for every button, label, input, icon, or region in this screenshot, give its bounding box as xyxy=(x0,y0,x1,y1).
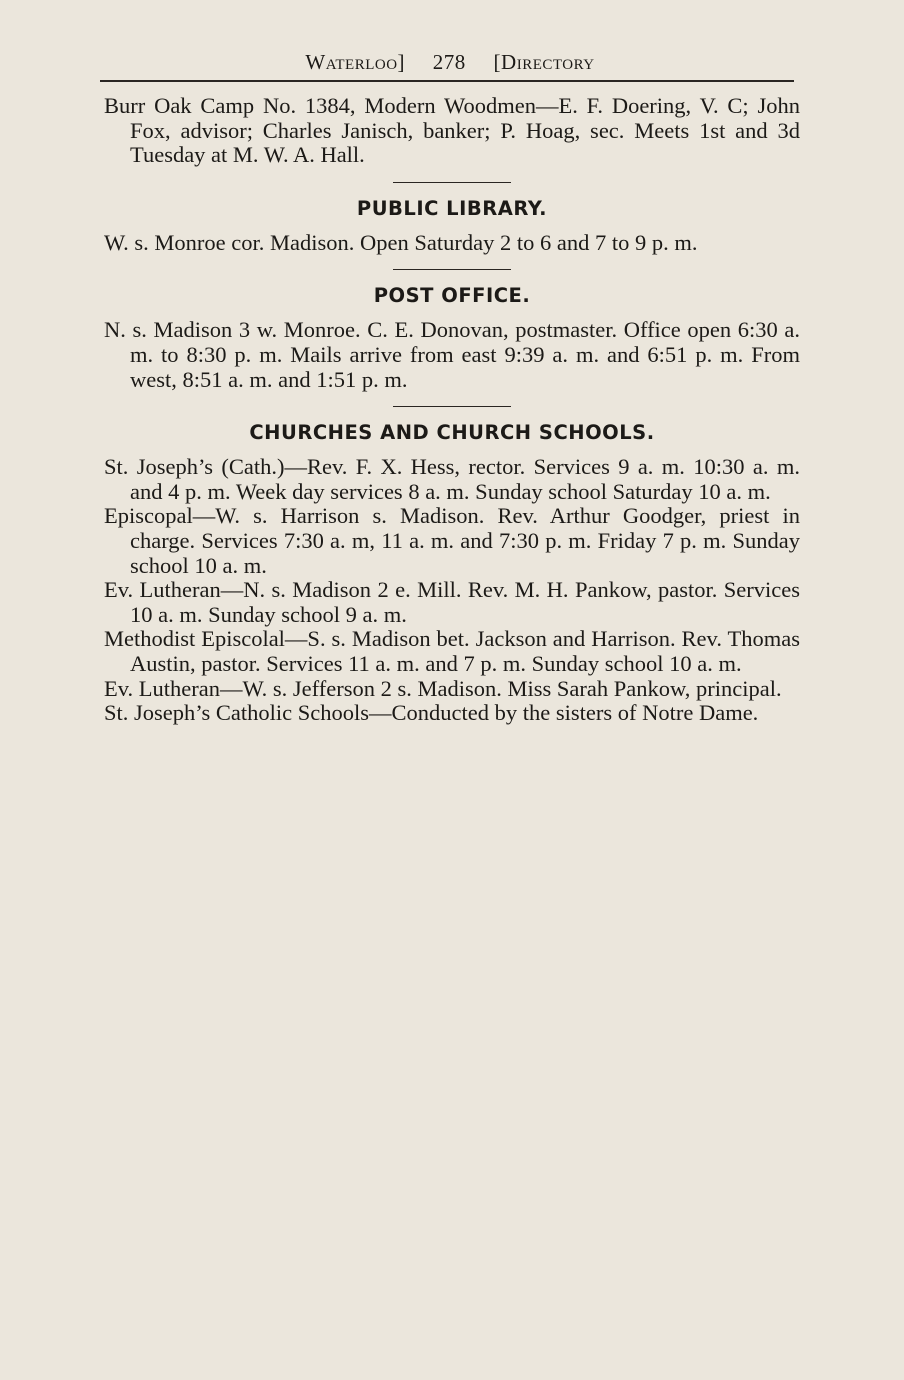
section-heading-public-library: PUBLIC LIBRARY. xyxy=(356,196,548,220)
church-entry: St. Joseph’s (Cath.)—Rev. F. X. Hess, rector. Services 9 a. m. 10:30 a. m. and 4 p. m. Week day services 8 a. m. Sunday school Saturday 10 a. m. xyxy=(104,454,800,504)
church-school-entry: St. Joseph’s Catholic Schools—Conducted by the sisters of Notre Dame. xyxy=(104,700,759,726)
header-rule xyxy=(100,80,794,82)
running-head-right: [Directory xyxy=(493,50,595,74)
section-divider xyxy=(393,182,511,183)
church-entry: Ev. Lutheran—N. s. Madison 2 e. Mill. Rev. M. H. Pankow, pastor. Services 10 a. m. Sunday school 9 a. m. xyxy=(104,577,800,627)
post-office-entry: N. s. Madison 3 w. Monroe. C. E. Donovan, postmaster. Office open 6:30 a. m. to 8:30 p. m. Mails arrive from east 9:39 a. m. and 6:51 p. m. From west, 8:51 a. m. and 1:51 p. m. xyxy=(104,317,800,392)
section-divider xyxy=(393,406,511,407)
page-number: 278 xyxy=(432,50,466,74)
church-entry: Episcopal—W. s. Harrison s. Madison. Rev. Arthur Goodger, priest in charge. Services 7:30 a. m, 11 a. m. and 7:30 p. m. Friday 7 p. m. Sunday school 10 a. m. xyxy=(104,503,800,578)
section-heading-churches: CHURCHES AND CHURCH SCHOOLS. xyxy=(249,421,655,445)
lodge-entry: Burr Oak Camp No. 1384, Modern Woodmen—E. F. Doering, V. C; John Fox, advisor; Charles Janisch, banker; P. Hoag, sec. Meets 1st and 3d Tuesday at M. W. A. Hall. xyxy=(104,93,800,168)
running-head xyxy=(100,50,800,75)
section-heading-post-office: POST OFFICE. xyxy=(373,284,531,308)
church-school-entry: Ev. Lutheran—W. s. Jefferson 2 s. Madison. Miss Sarah Pankow, principal. xyxy=(104,675,782,701)
running-head-left: Waterloo] xyxy=(305,50,406,74)
page-body xyxy=(104,94,800,726)
church-entry: Methodist Episcolal—S. s. Madison bet. Jackson and Harrison. Rev. Thomas Austin, pastor. Services 11 a. m. and 7 p. m. Sunday school 10 a. m. xyxy=(104,626,800,676)
section-divider xyxy=(393,269,511,270)
library-entry: W. s. Monroe cor. Madison. Open Saturday 2 to 6 and 7 to 9 p. m. xyxy=(104,229,698,255)
